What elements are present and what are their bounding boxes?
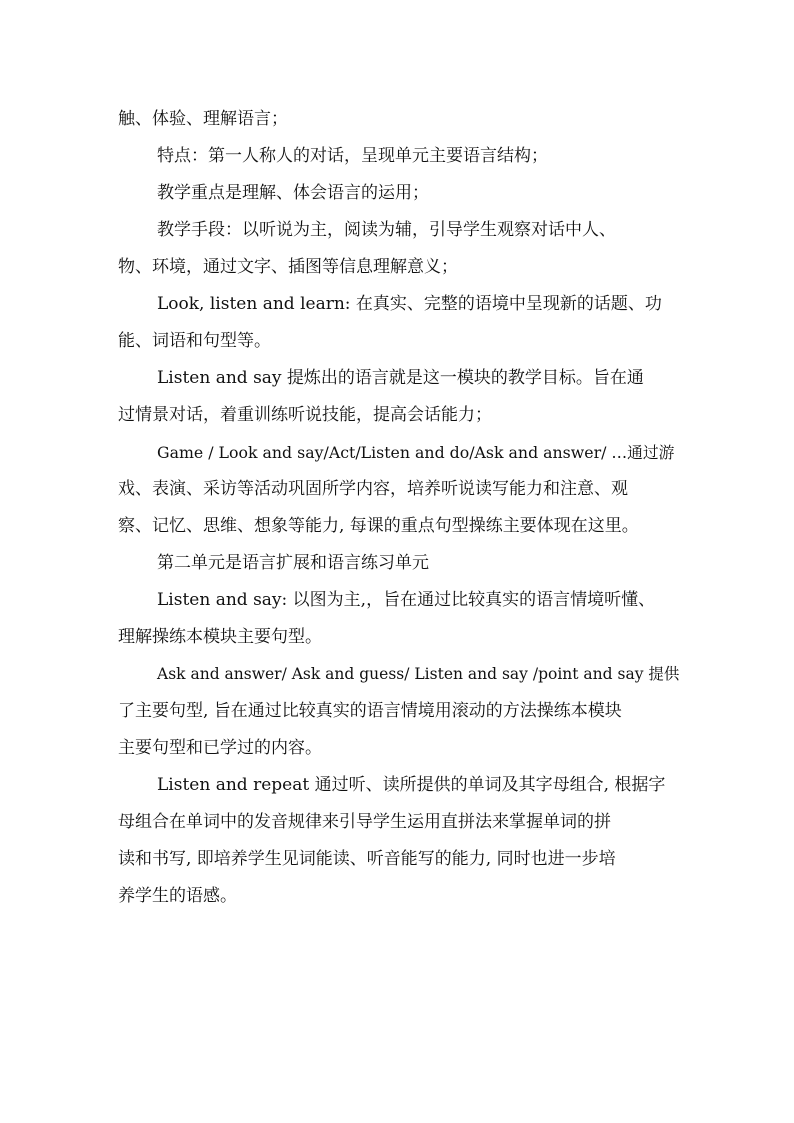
- text-line: 主要句型和已学过的内容。: [118, 738, 322, 758]
- text-line: 过情景对话，着重训练听说技能，提高会话能力；: [118, 405, 492, 425]
- text-line: Listen and repeat 通过听、读所提供的单词及其字母组合, 根据字: [157, 775, 666, 795]
- text-line: Ask and answer/ Ask and guess/ Listen and say /point and say 提供: [157, 665, 680, 683]
- text-line: 物、环境，通过文字、插图等信息理解意义；: [118, 257, 458, 277]
- text-line: Listen and say 提炼出的语言就是这一模块的教学目标。旨在通: [157, 368, 644, 388]
- text-line: 察、记忆、思维、想象等能力, 每课的重点句型操练主要体现在这里。: [118, 516, 639, 536]
- text-line: 理解操练本模块主要句型。: [118, 627, 322, 647]
- text-line: 触、体验、理解语言；: [118, 109, 288, 129]
- text-line: 养学生的语感。: [118, 886, 237, 906]
- text-line: 第二单元是语言扩展和语言练习单元: [157, 553, 429, 573]
- text-line: Listen and say: 以图为主,，旨在通过比较真实的语言情境听懂、: [157, 590, 656, 610]
- text-line: 读和书写, 即培养学生见词能读、听音能写的能力, 同时也进一步培: [118, 849, 616, 869]
- document-body: [118, 101, 680, 915]
- text-line: 特点：第一人称人的对话，呈现单元主要语言结构；: [157, 146, 548, 166]
- text-line: 了主要句型, 旨在通过比较真实的语言情境用滚动的方法操练本模块: [118, 701, 622, 721]
- text-line: 教学手段：以听说为主，阅读为辅，引导学生观察对话中人、: [157, 220, 616, 240]
- text-line: Game / Look and say/Act/Listen and do/Ask and answer/ …通过游: [157, 443, 675, 462]
- text-line: 戏、表演、采访等活动巩固所学内容，培养听说读写能力和注意、观: [118, 479, 628, 499]
- text-line: 母组合在单词中的发音规律来引导学生运用直拼法来掌握单词的拼: [118, 812, 611, 832]
- text-line: 教学重点是理解、体会语言的运用；: [157, 183, 429, 203]
- text-line: Look, listen and learn: 在真实、完整的语境中呈现新的话题、功: [157, 294, 662, 314]
- text-line: 能、词语和句型等。: [118, 331, 271, 351]
